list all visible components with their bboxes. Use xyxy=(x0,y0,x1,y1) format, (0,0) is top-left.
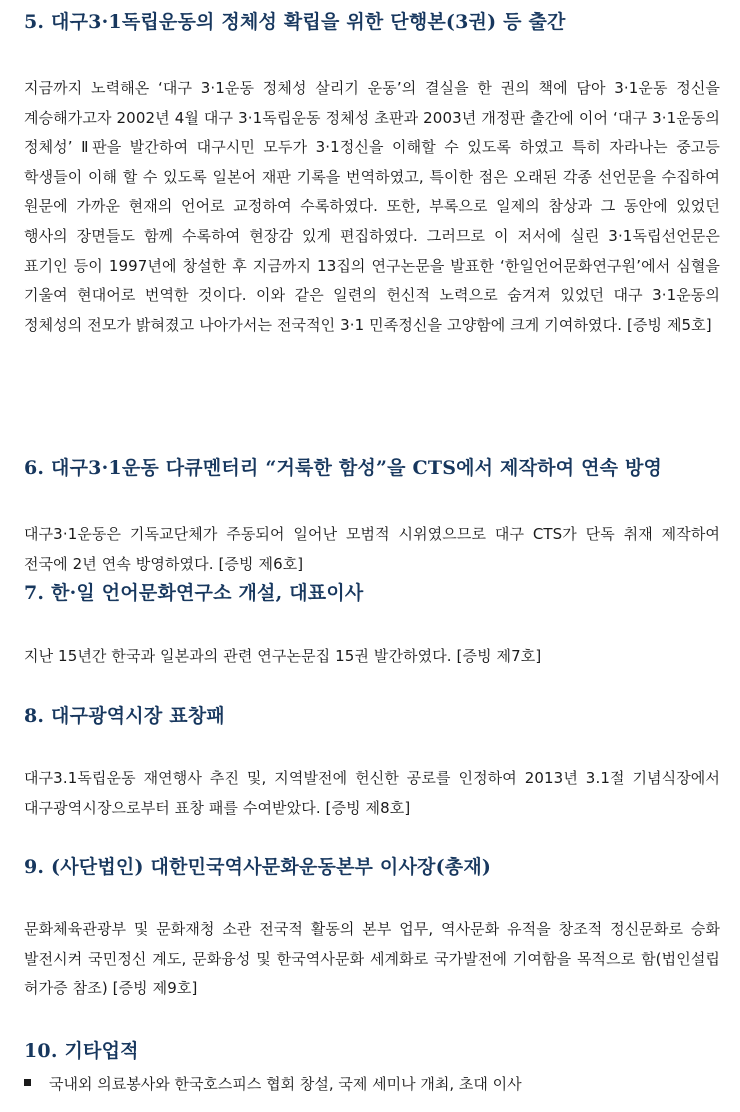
list-item xyxy=(24,1072,720,1096)
filled-square-bullet-icon xyxy=(24,1079,31,1086)
section-5-heading: 5. 대구3·1독립운동의 정체성 확립을 위한 단행본(3권) 등 출간 xyxy=(24,11,566,33)
section-7-body: 지난 15년간 한국과 일본과의 관련 연구논문집 15권 발간하였다. [증빙 제7호] xyxy=(24,647,542,665)
section-10-heading: 10. 기타업적 xyxy=(24,1040,139,1062)
section-9-heading: 9. (사단법인) 대한민국역사문화운동본부 이사장(총재) xyxy=(24,856,492,878)
section-9-body: 문화체육관광부 및 문화재청 소관 전국적 활동의 본부 업무, 역사문화 유적을 창조적 정신문화로 승화 발전시켜 국민정신 계도, 문화융성 및 한국역사문화 세계화로 국가발전에 기여함을 목적으로 함(법인설립 허가증 참조) [증빙 제9호] xyxy=(24,920,720,998)
section-6-body: 대구3·1운동은 기독교단체가 주동되어 일어난 모범적 시위였으므로 대구 CTS가 단독 취재 제작하여 전국에 2년 연속 방영하였다. [증빙 제6호] xyxy=(24,525,720,573)
section-6-heading: 6. 대구3·1운동 다큐멘터리 “거룩한 함성”을 CTS에서 제작하여 연속 방영 xyxy=(24,457,663,479)
section-8-heading: 8. 대구광역시장 표창패 xyxy=(24,705,225,727)
list-item-text: 국내외 의료봉사와 한국호스피스 협회 창설, 국제 세미나 개최, 초대 이사 xyxy=(49,1075,522,1093)
section-5-body: 지금까지 노력해온 ‘대구 3·1운동 정체성 살리기 운동’의 결실을 한 권의 책에 담아 3·1운동 정신을 계승해가고자 2002년 4월 대구 3·1독립운동 정체성 초판과 2003년 개정판 출간에 이어 ‘대구 3·1운동의 정체성’ Ⅱ판을 발간하여 대구시민 모두가 3·1정신을 이해할 수 있도록 하였고 특히 자라나는 중고등 학생들이 이해 할 수 있도록 일본어 재판 기록을 번역하였고, 특이한 점은 오래된 각종 선언문을 수집하여 원문에 가까운 현재의 언어로 교정하여 수록하였다. 또한, 부록으로 일제의 참상과 그 동안에 있었던 행사의 장면들도 함께 수록하여 현장감 있게 편집하였다. 그러므로 이 저서에 실린 3·1독립선언문은 표기인 등이 1997년에 창설한 후 지금까지 13집의 연구논문을 발표한 ‘한일언어문화연구원’에서 심혈을 기울여 현대어로 번역한 것이다. 이와 같은 일련의 헌신적 노력으로 숨겨져 있었던 대구 3·1운동의 정체성의 전모가 밝혀졌고 나아가서는 전국적인 3·1 민족정신을 고양함에 크게 기여하였다. [증빙 제5호] xyxy=(24,79,720,334)
section-8-body: 대구3.1독립운동 재연행사 추진 및, 지역발전에 헌신한 공로를 인정하여 2013년 3.1절 기념식장에서 대구광역시장으로부터 표창 패를 수여받았다. [증빙 제8호] xyxy=(24,769,720,817)
section-7-heading: 7. 한·일 언어문화연구소 개설, 대표이사 xyxy=(24,582,364,604)
